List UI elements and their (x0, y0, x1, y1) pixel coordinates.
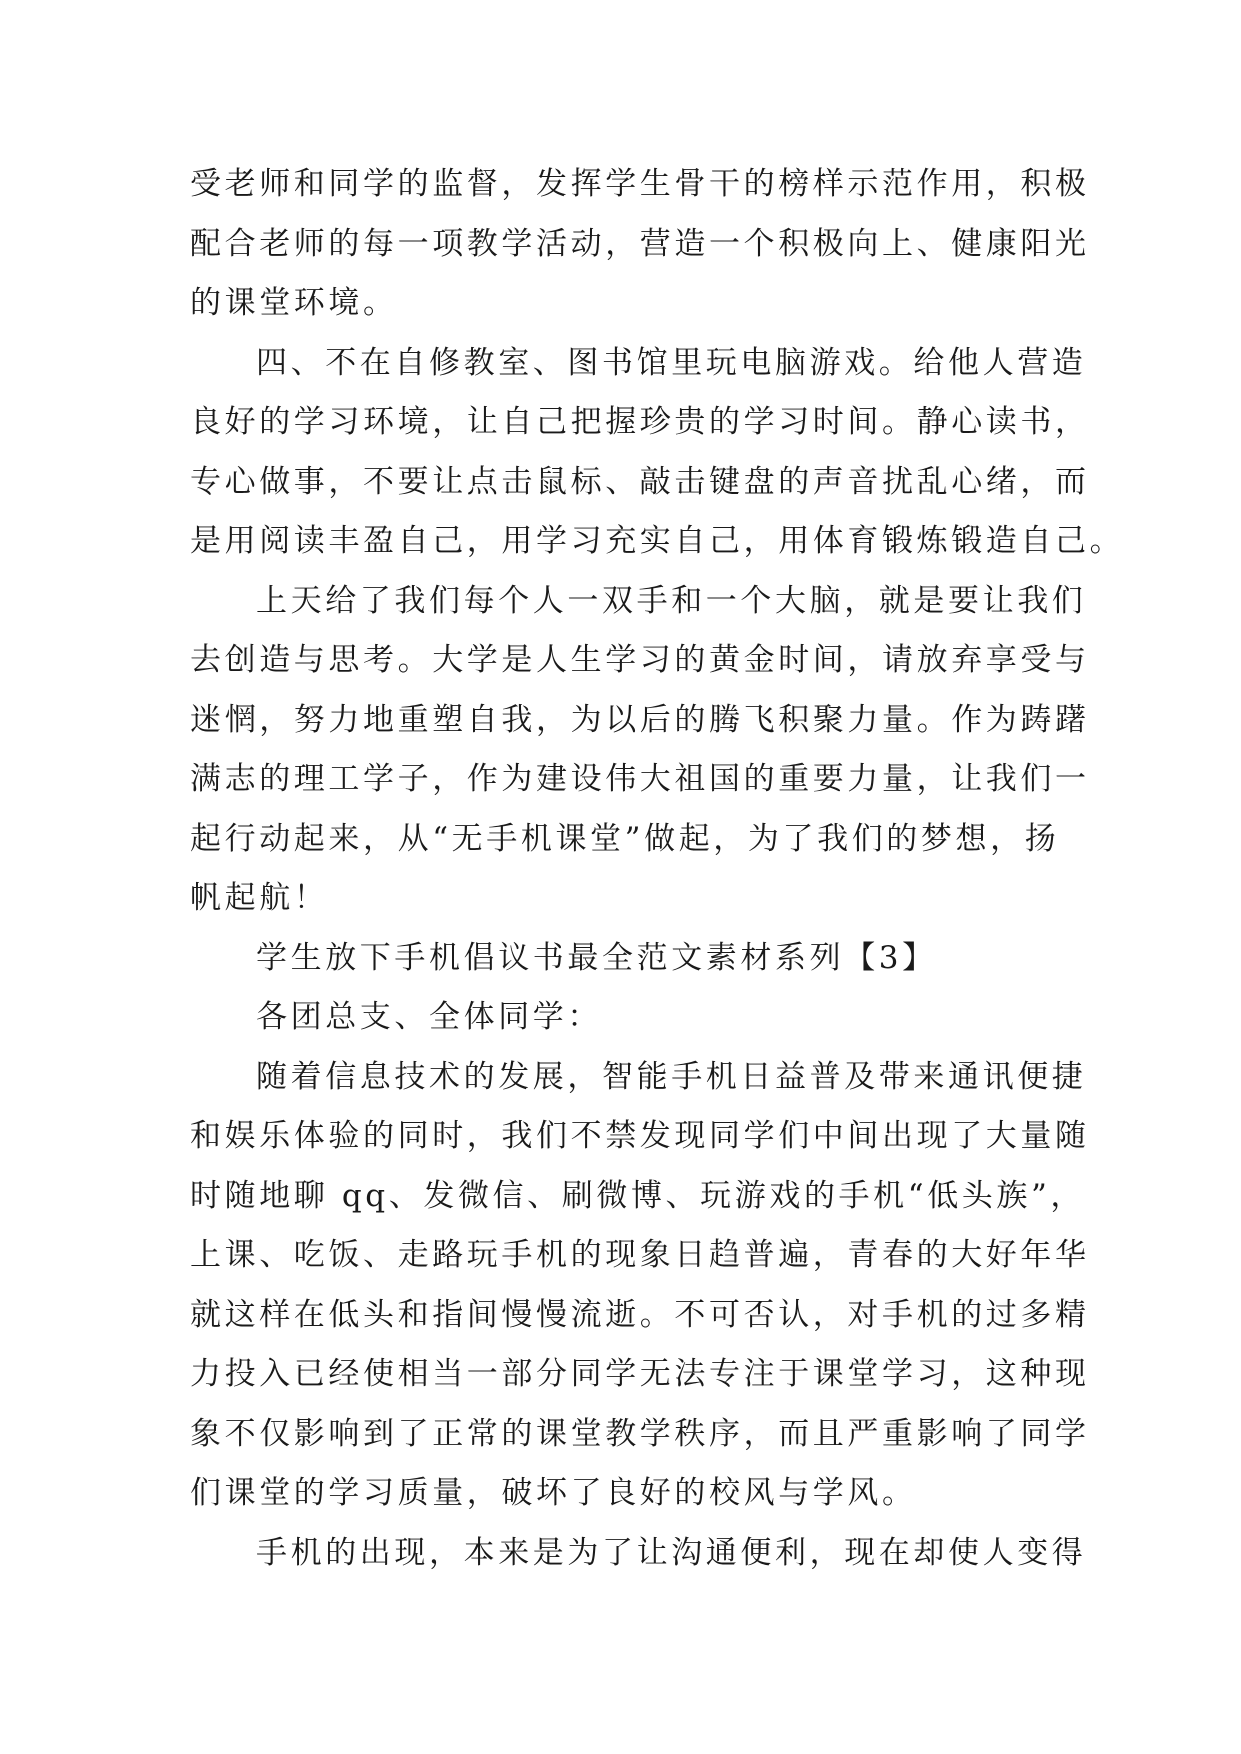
text-line: 专心做事，不要让点击鼠标、敲击键盘的声音扰乱心绪，而 (190, 463, 1090, 500)
text-line: 是用阅读丰盈自己，用学习充实自己，用体育锻炼锻造自己。 (190, 523, 1125, 559)
text-line: 力投入已经使相当一部分同学无法专注于课堂学习，这种现 (190, 1356, 1090, 1392)
text-line: 随着信息技术的发展，智能手机日益普及带来通讯便捷 (256, 1058, 1087, 1095)
text-line: 满志的理工学子，作为建设伟大祖国的重要力量，让我们一 (190, 761, 1090, 797)
text-line: 手机的出现，本来是为了让沟通便利，现在却使人变得 (256, 1534, 1087, 1571)
text-line: 各团总支、全体同学： (256, 999, 602, 1035)
text-line: 就这样在低头和指间慢慢流逝。不可否认，对手机的过多精 (190, 1296, 1090, 1333)
text-line: 和娱乐体验的同时，我们不禁发现同学们中间出现了大量随 (190, 1118, 1090, 1154)
text-line: 上天给了我们每个人一双手和一个大脑，就是要让我们 (256, 582, 1087, 619)
text-line: 四、不在自修教室、图书馆里玩电脑游戏。给他人营造 (256, 344, 1087, 381)
text-line: 良好的学习环境，让自己把握珍贵的学习时间。静心读书， (190, 404, 1090, 440)
document-body (190, 155, 1125, 1583)
text-line: 迷惘，努力地重塑自我，为以后的腾飞积聚力量。作为踌躇 (190, 701, 1090, 738)
text-line: 的课堂环境。 (190, 285, 398, 321)
text-line: 配合老师的每一项教学活动，营造一个积极向上、健康阳光 (190, 225, 1090, 262)
text-line: 帆起航！ (190, 880, 329, 916)
text-line: 象不仅影响到了正常的课堂教学秩序，而且严重影响了同学 (190, 1415, 1090, 1452)
text-line: 起行动起来，从“无手机课堂”做起，为了我们的梦想，扬 (190, 820, 1060, 857)
text-line: 受老师和同学的监督，发挥学生骨干的榜样示范作用，积极 (190, 166, 1090, 202)
text-line: 上课、吃饭、走路玩手机的现象日趋普遍，青春的大好年华 (190, 1237, 1090, 1273)
text-line: 时随地聊 qq、发微信、刷微博、玩游戏的手机“低头族”， (190, 1177, 1086, 1214)
text-line: 们课堂的学习质量，破坏了良好的校风与学风。 (190, 1475, 917, 1511)
text-line: 去创造与思考。大学是人生学习的黄金时间，请放弃享受与 (190, 642, 1090, 678)
text-line: 学生放下手机倡议书最全范文素材系列【3】 (256, 939, 937, 976)
